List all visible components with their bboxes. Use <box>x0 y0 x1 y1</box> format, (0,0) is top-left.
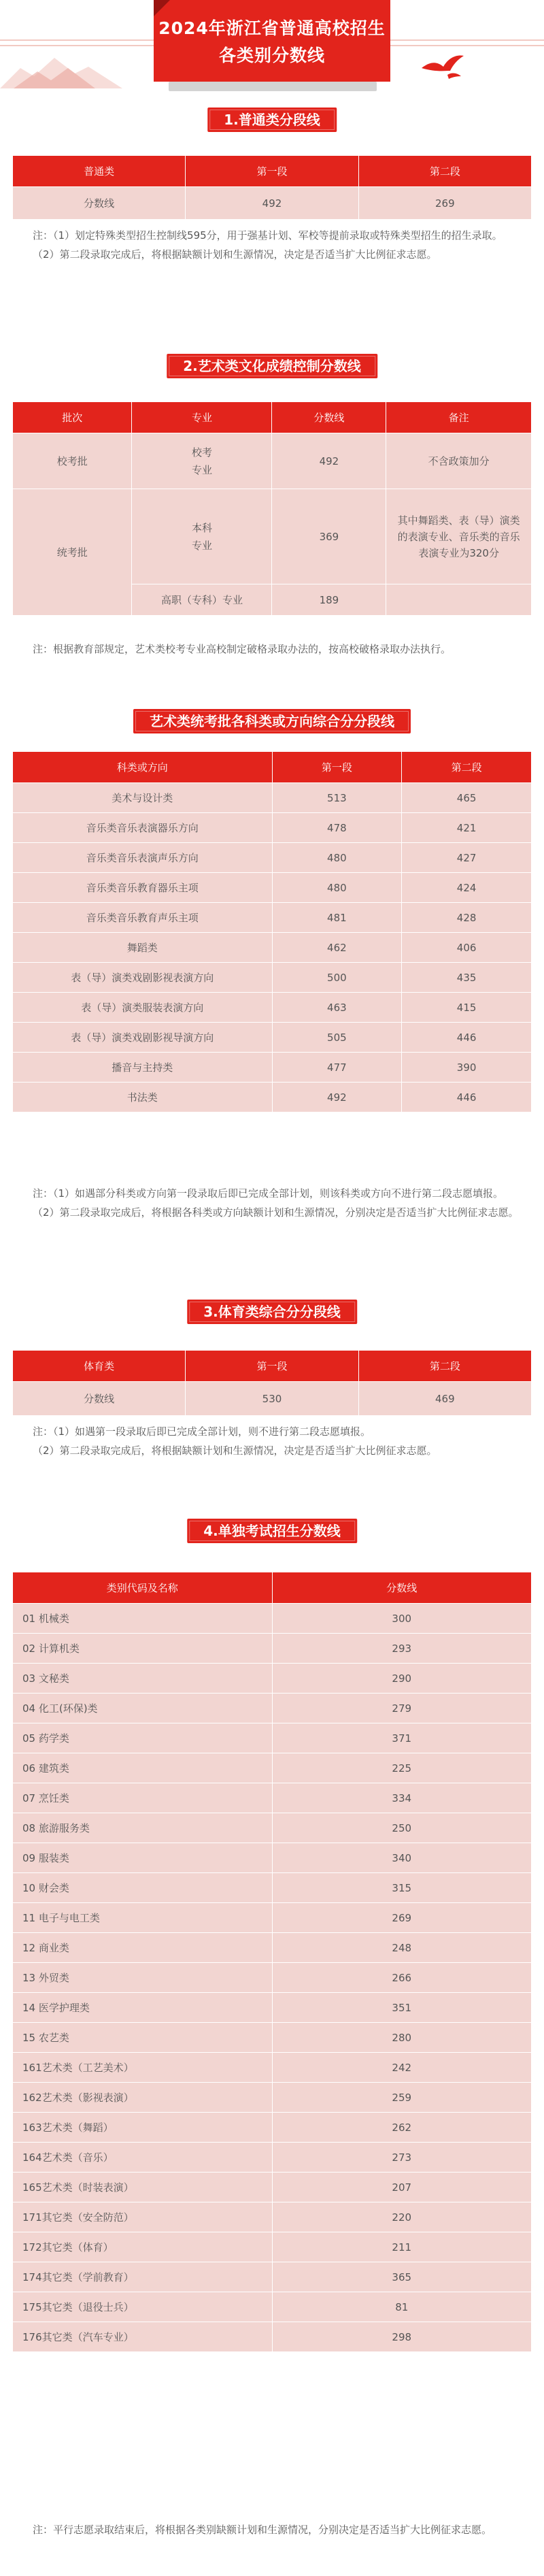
table-cell: 462 <box>272 933 402 963</box>
note-text: （2）第二段录取完成后，将根据缺额计划和生源情况，决定是否适当扩大比例征求志愿。 <box>33 248 437 261</box>
table-cell: 334 <box>272 1783 532 1813</box>
art-unified-score-table <box>12 751 532 1112</box>
table-cell: 14 医学护理类 <box>13 1993 273 2023</box>
table-row <box>13 903 532 933</box>
table-row <box>13 963 532 993</box>
table-cell: 音乐类音乐表演声乐方向 <box>13 843 273 873</box>
table-cell: 465 <box>402 783 532 813</box>
table-header: 第二段 <box>358 156 531 187</box>
table-cell: 171其它类（安全防范） <box>13 2202 273 2232</box>
art-culture-score-table <box>12 401 532 616</box>
table-cell: 书法类 <box>13 1083 273 1112</box>
table-row <box>13 1083 532 1112</box>
table-cell: 273 <box>272 2143 532 2173</box>
crane-decoration-icon <box>415 48 469 85</box>
table-cell: 513 <box>272 783 402 813</box>
table-header: 专业 <box>132 402 272 433</box>
table-cell: 211 <box>272 2232 532 2262</box>
cell-line: 专业 <box>191 463 212 476</box>
table-cell: 424 <box>402 873 532 903</box>
table-header: 批次 <box>13 402 132 433</box>
table-header: 备注 <box>386 402 532 433</box>
note-block <box>12 226 532 264</box>
table-cell: 340 <box>272 1843 532 1873</box>
cell-line: 校考 <box>191 446 212 459</box>
table-cell: 分数线 <box>13 187 186 220</box>
table-cell: 03 文秘类 <box>13 1664 273 1694</box>
table-row <box>13 1634 532 1664</box>
table-row <box>13 2053 532 2083</box>
table-row <box>13 1783 532 1813</box>
section-header: 4.单独考试招生分数线 <box>187 1519 357 1543</box>
table-row <box>13 2083 532 2113</box>
table-cell: 280 <box>272 2023 532 2053</box>
table-cell: 163艺术类（舞蹈） <box>13 2113 273 2143</box>
table-cell: 05 药学类 <box>13 1723 273 1753</box>
table-row <box>13 2113 532 2143</box>
table-cell: 225 <box>272 1753 532 1783</box>
table-cell: 371 <box>272 1723 532 1753</box>
table-row <box>13 843 532 873</box>
table-header: 体育类 <box>13 1351 186 1382</box>
table-cell: 172其它类（体育） <box>13 2232 273 2262</box>
table-cell: 427 <box>402 843 532 873</box>
table-cell: 189 <box>272 584 386 616</box>
table-row <box>13 1023 532 1053</box>
table-cell: 音乐类音乐表演器乐方向 <box>13 813 273 843</box>
table-cell: 01 机械类 <box>13 1604 273 1634</box>
table-row <box>13 2202 532 2232</box>
table-cell: 06 建筑类 <box>13 1753 273 1783</box>
table-cell: 300 <box>272 1604 532 1634</box>
table-row <box>13 2023 532 2053</box>
table-cell: 174其它类（学前教育） <box>13 2262 273 2292</box>
table-cell: 15 农艺类 <box>13 2023 273 2053</box>
section-header: 1.普通类分段线 <box>207 108 337 132</box>
table-row <box>13 1053 532 1083</box>
table-cell: 421 <box>402 813 532 843</box>
table-row <box>13 873 532 903</box>
table-row <box>13 1604 532 1634</box>
table-cell: 统考批 <box>13 489 132 616</box>
table-cell: 02 计算机类 <box>13 1634 273 1664</box>
single-exam-score-table <box>12 1572 532 2352</box>
table-cell: 262 <box>272 2113 532 2143</box>
table-row <box>13 1933 532 1963</box>
table-cell: 10 财会类 <box>13 1873 273 1903</box>
table-cell: 269 <box>358 187 531 220</box>
table-cell: 477 <box>272 1053 402 1083</box>
table-cell: 其中舞蹈类、表（导）演类的表演专业、音乐类的音乐表演专业为320分 <box>386 489 532 584</box>
table-cell: 175其它类（退役士兵） <box>13 2292 273 2322</box>
note-block <box>12 640 532 659</box>
table-header: 分数线 <box>272 1572 532 1604</box>
table-header: 第一段 <box>186 1351 358 1382</box>
table-cell: 播音与主持类 <box>13 1053 273 1083</box>
table-header: 类别代码及名称 <box>13 1572 273 1604</box>
cell-line: 专业 <box>191 539 212 552</box>
table-cell: 266 <box>272 1963 532 1993</box>
table-cell: 11 电子与电工类 <box>13 1903 273 1933</box>
note-text: 注：（1）如遇第一段录取后即已完成全部计划，则不进行第二段志愿填报。 <box>33 1425 371 1438</box>
table-cell: 高职（专科）专业 <box>132 584 272 616</box>
table-row <box>13 2143 532 2173</box>
table-row <box>13 1723 532 1753</box>
note-text: （2）第二段录取完成后，将根据各科类或方向缺额计划和生源情况，分别决定是否适当扩大比例征求志愿。 <box>33 1206 519 1219</box>
table-cell: 369 <box>272 489 386 584</box>
table-cell: 176其它类（汽车专业） <box>13 2322 273 2352</box>
table-header: 第一段 <box>186 156 358 187</box>
table-row <box>13 2232 532 2262</box>
table-cell <box>132 433 272 489</box>
table-cell: 530 <box>186 1382 358 1416</box>
table-row <box>13 1694 532 1723</box>
table-cell: 469 <box>358 1382 531 1416</box>
section-header: 艺术类统考批各科类或方向综合分分段线 <box>133 709 411 733</box>
table-cell: 298 <box>272 2322 532 2352</box>
table-cell: 美术与设计类 <box>13 783 273 813</box>
table-cell: 500 <box>272 963 402 993</box>
page-title: 2024年浙江省普通高校招生 <box>158 18 386 38</box>
table-cell: 435 <box>402 963 532 993</box>
table-row <box>13 2262 532 2292</box>
table-cell: 478 <box>272 813 402 843</box>
table-cell: 08 旅游服务类 <box>13 1813 273 1843</box>
table-cell: 351 <box>272 1993 532 2023</box>
table-cell: 校考批 <box>13 433 132 489</box>
table-cell: 290 <box>272 1664 532 1694</box>
table-row <box>13 933 532 963</box>
table-cell: 492 <box>186 187 358 220</box>
section-header: 3.体育类综合分分段线 <box>187 1300 357 1324</box>
table-row <box>13 1903 532 1933</box>
table-cell: 舞蹈类 <box>13 933 273 963</box>
table-cell: 音乐类音乐教育器乐主项 <box>13 873 273 903</box>
cell-line: 本科 <box>191 521 212 534</box>
table-cell: 207 <box>272 2173 532 2202</box>
note-text: 注：（1）划定特殊类型招生控制线595分，用于强基计划、军校等提前录取或特殊类型招生的招生录取。 <box>33 229 503 242</box>
table-cell: 分数线 <box>13 1382 186 1416</box>
banner-shadow <box>169 82 377 91</box>
table-row <box>13 1664 532 1694</box>
table-row <box>13 1873 532 1903</box>
table-row <box>13 1993 532 2023</box>
table-cell: 269 <box>272 1903 532 1933</box>
table-row <box>13 2322 532 2352</box>
table-cell: 12 商业类 <box>13 1933 273 1963</box>
table-cell: 463 <box>272 993 402 1023</box>
table-cell: 315 <box>272 1873 532 1903</box>
table-header: 第一段 <box>272 752 402 783</box>
table-cell: 480 <box>272 843 402 873</box>
table-header: 第二段 <box>402 752 532 783</box>
note-block <box>12 2520 532 2539</box>
table-cell: 492 <box>272 1083 402 1112</box>
banner-box <box>154 0 390 82</box>
table-cell: 162艺术类（影视表演） <box>13 2083 273 2113</box>
table-cell: 表（导）演类戏剧影视导演方向 <box>13 1023 273 1053</box>
table-row <box>13 433 532 489</box>
table-row <box>13 2173 532 2202</box>
table-cell <box>386 584 532 616</box>
table-cell: 250 <box>272 1813 532 1843</box>
mountain-decoration-icon <box>0 48 122 88</box>
page-subtitle: 各类别分数线 <box>218 46 325 65</box>
table-cell: 446 <box>402 1083 532 1112</box>
table-cell: 220 <box>272 2202 532 2232</box>
table-row <box>13 783 532 813</box>
table-cell: 164艺术类（音乐） <box>13 2143 273 2173</box>
table-cell: 259 <box>272 2083 532 2113</box>
table-cell: 428 <box>402 903 532 933</box>
note-text: 注：根据教育部规定，艺术类校考专业高校制定破格录取办法的，按高校破格录取办法执行。 <box>33 643 452 655</box>
note-text: （2）第二段录取完成后，将根据缺额计划和生源情况，决定是否适当扩大比例征求志愿。 <box>33 1444 437 1457</box>
table-cell: 04 化工(环保)类 <box>13 1694 273 1723</box>
table-row <box>13 1963 532 1993</box>
table-cell: 481 <box>272 903 402 933</box>
note-text: 注：平行志愿录取结束后，将根据各类别缺额计划和生源情况，分别决定是否适当扩大比例征求志愿。 <box>33 2524 492 2536</box>
table-cell: 表（导）演类戏剧影视表演方向 <box>13 963 273 993</box>
note-block <box>12 1422 532 1460</box>
general-score-table <box>12 155 532 220</box>
table-header: 第二段 <box>358 1351 531 1382</box>
table-cell: 242 <box>272 2053 532 2083</box>
table-cell: 09 服装类 <box>13 1843 273 1873</box>
table-cell: 365 <box>272 2262 532 2292</box>
table-cell <box>132 489 272 584</box>
table-row <box>13 1753 532 1783</box>
table-header: 科类或方向 <box>13 752 273 783</box>
table-cell: 492 <box>272 433 386 489</box>
note-block <box>12 1184 532 1222</box>
table-row <box>13 993 532 1023</box>
table-cell: 165艺术类（时装表演） <box>13 2173 273 2202</box>
table-row <box>13 1813 532 1843</box>
table-cell: 406 <box>402 933 532 963</box>
table-header: 普通类 <box>13 156 186 187</box>
note-text: 注：（1）如遇部分科类或方向第一段录取后即已完成全部计划，则该科类或方向不进行第二段志愿填报。 <box>33 1187 504 1200</box>
table-cell: 480 <box>272 873 402 903</box>
table-cell: 248 <box>272 1933 532 1963</box>
table-cell: 390 <box>402 1053 532 1083</box>
table-cell: 表（导）演类服装表演方向 <box>13 993 273 1023</box>
banner-fold <box>154 0 170 16</box>
table-cell: 07 烹饪类 <box>13 1783 273 1813</box>
table-cell: 13 外贸类 <box>13 1963 273 1993</box>
table-cell: 不含政策加分 <box>386 433 532 489</box>
table-cell: 279 <box>272 1694 532 1723</box>
table-row <box>13 2292 532 2322</box>
table-cell: 505 <box>272 1023 402 1053</box>
table-cell: 293 <box>272 1634 532 1664</box>
title-banner <box>0 0 544 101</box>
table-row <box>13 187 532 220</box>
table-row <box>13 1843 532 1873</box>
table-header: 分数线 <box>272 402 386 433</box>
sports-score-table <box>12 1350 532 1416</box>
table-cell: 音乐类音乐教育声乐主项 <box>13 903 273 933</box>
section-header: 2.艺术类文化成绩控制分数线 <box>167 354 377 378</box>
table-row <box>13 489 532 584</box>
table-row <box>13 813 532 843</box>
table-row <box>13 1382 532 1416</box>
table-cell: 81 <box>272 2292 532 2322</box>
table-cell: 161艺术类（工艺美术） <box>13 2053 273 2083</box>
table-cell: 446 <box>402 1023 532 1053</box>
table-cell: 415 <box>402 993 532 1023</box>
